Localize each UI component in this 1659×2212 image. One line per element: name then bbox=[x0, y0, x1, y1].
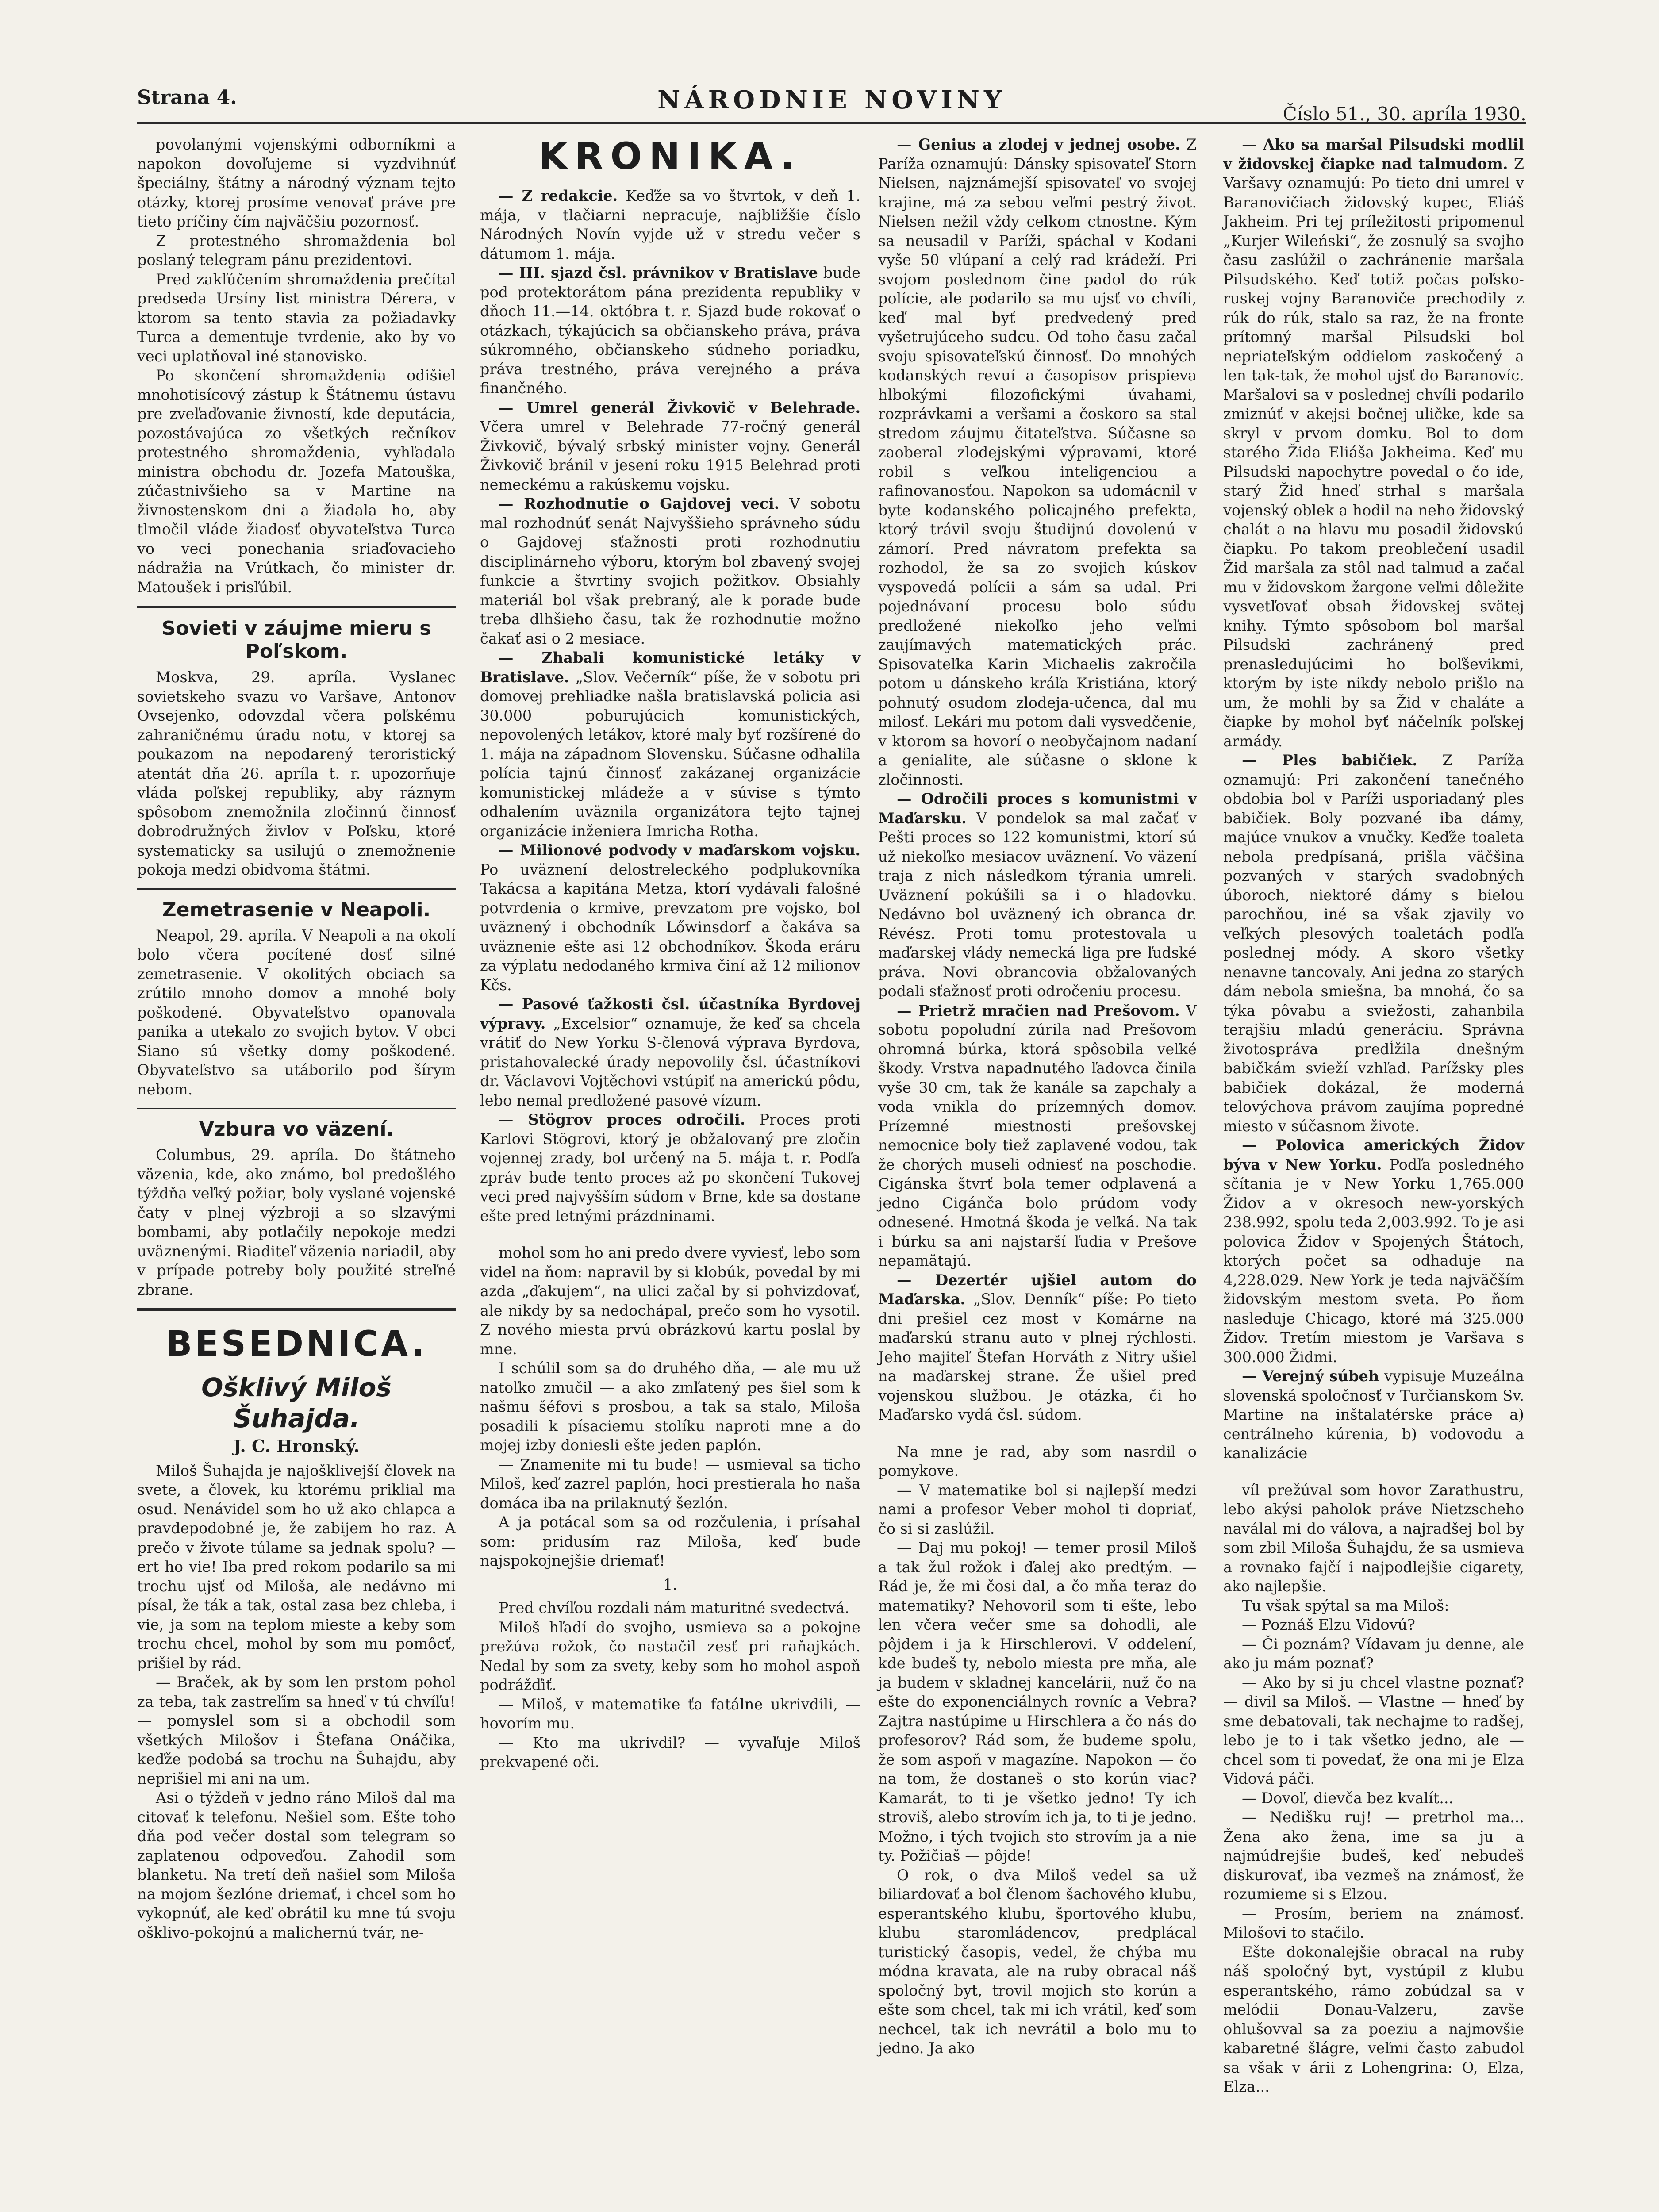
divider bbox=[137, 1108, 456, 1109]
column-1 bbox=[137, 135, 456, 1942]
story-paragraph: Miloš Šuhajda je najošklivejší človek na svete, a človek, ku ktorému priklial ma osud. Nenávidel som ho už ako chlapca a pravdepodobné je, že zabijem ho raz. A prečo v živote túlame sa jednak spolu? — ert ho vie! Iba pred rokom podarilo sa mi trochu ujsť od Miloša, ale nedávno mi písal, že ták a tak, ostal zasa bez chleba, i vie, ja som na teplom mieste a keby som trochu chcel, mohol by som mu pomôcť, prišiel by rád. bbox=[137, 1462, 456, 1672]
news-item bbox=[480, 1110, 860, 1225]
news-item bbox=[480, 263, 860, 398]
story-paragraph: — Miloš, v matematike ťa fatálne ukrivdili, — hovorím mu. bbox=[480, 1695, 860, 1732]
news-item-text: Keďže sa vo štvrtok, v deň 1. mája, v tlačiarni nepracuje, najbližšie číslo Národných Novín vyjde už v stredu večer s dátumom 1. mája. bbox=[480, 187, 860, 262]
news-item-headline: — Z redakcie. bbox=[499, 187, 618, 204]
story-paragraph: A ja potácal som sa od rozčulenia, i prísahal som: pridusím raz Miloša, keď bude najspokojnejšie driemať! bbox=[480, 1513, 860, 1569]
news-item-text: vypisuje Muzeálna slovenská spoločnosť v Turčianskom Sv. Martine na inštalatérske práce a) centrálneho kúrenia, b) vodovodu a kanalizácie bbox=[1223, 1367, 1524, 1462]
news-item bbox=[1223, 1367, 1524, 1463]
story-paragraph: — V matematike bol si najlepší medzi nami a profesor Veber mohol ti dopriať, čo si si zaslúžil. bbox=[878, 1481, 1197, 1537]
news-item-headline: — Pasové ťažkosti čsl. účastníka Byrdovej výpravy. bbox=[480, 995, 860, 1032]
story-author: J. C. Hronský. bbox=[233, 1436, 360, 1456]
page-number: Strana 4. bbox=[137, 86, 237, 109]
news-item bbox=[480, 648, 860, 841]
headline-vzbura: Vzbura vo väzení. bbox=[199, 1118, 394, 1141]
story-paragraph: I schúlil som sa do druhého dňa, — ale mu už natoľko zmučil — a ako zmľatený pes šiel som k našmu šéfovi s prosbou, a tak sa stalo, Miloša posadili k písaciemu stolíku naproti mne a do mojej izby doniesli ešte jeden paplón. bbox=[480, 1359, 860, 1454]
kronika-news-list bbox=[480, 186, 860, 1225]
news-item-headline: — Stögrov proces odročili. bbox=[499, 1111, 745, 1128]
news-item bbox=[1223, 135, 1524, 751]
story-paragraph: víl prežúval som hovor Zarathustru, lebo akýsi paholok práve Nietzscheho naválal mi do válova, a najradšej bol by som zbil Miloša Šuhajdu, že sa usmieva a rovnako fajčí i najpodlejšie cigarety, ako najlepšie. bbox=[1223, 1481, 1524, 1595]
news-item-text: V sobotu mal rozhodnúť senát Najvyššieho správneho súdu o Gajdovej sťažnosti proti rozhodnutiu disciplinárneho výboru, ktorým bol zbavený svojej funkcie a štvrtiny svojich požitkov. Obsiahly materiál bol však prebraný, ale k porade bude treba dlhšieho času, tak že rozhodnutie možno čakať asi o 2 mesiace. bbox=[480, 495, 860, 647]
news-item-headline: — Prietrž mračien nad Prešovom. bbox=[897, 1002, 1180, 1019]
news-item-headline: — III. sjazd čsl. právnikov v Bratislave bbox=[499, 264, 818, 281]
news-item-headline: — Polovica amerických Židov býva v New Yorku. bbox=[1223, 1137, 1524, 1173]
section-besednica-title: BESEDNICA. bbox=[166, 1324, 427, 1364]
news-item-headline: — Ako sa maršal Pilsudski modlil v židovskej čiapke nad talmudom. bbox=[1223, 136, 1524, 173]
story-paragraph: — Poznáš Elzu Vidovú? bbox=[1242, 1616, 1415, 1633]
story-paragraph: Tu však spýtal sa ma Miloš: bbox=[1242, 1597, 1449, 1614]
news-item bbox=[480, 494, 860, 648]
news-item-text: „Slov. Denník“ píše: Po tieto dni prešiel cez most v Komárne na maďarskú stranu auto v plnej rýchlosti. Jeho majiteľ Štefan Horváth z Nitry ušiel na maďarskej strane. Že ušiel pred vojenskou službou. Je otázka, či ho Maďarsko vydá čsl. súdom. bbox=[878, 1290, 1197, 1423]
headline-zemetrasenie: Zemetrasenie v Neapoli. bbox=[162, 898, 431, 921]
story-paragraph: — Dovoľ, dievča bez kvalít... bbox=[1242, 1789, 1454, 1807]
story-paragraph: — Ako by si ju chcel vlastne poznať? — divil sa Miloš. — Vlastne — hneď by sme debatovali, tak nechajme to radšej, lebo je to i tak všetko jedno, ale — chcel som ti povedať, že ona mi je Elza Vidová páči. bbox=[1223, 1674, 1524, 1787]
news-item-text: Podľa posledného sčítania je v New Yorku 1,765.000 Židov a v okresoch new-yorských 238.992, spolu teda 2,003.992. To je asi polovica Židov v Spojených Štátoch, ktorých počet sa odhaduje na 4,228.029. New York je teda najväčším židovským mestom sveta. Po ňom nasleduje Chicago, ktoré má 325.000 Židov. Tretím miestom je Varšava s 300.000 Židmi. bbox=[1223, 1156, 1524, 1366]
news-item-text: Z Paríža oznamujú: Pri zakončení tanečného obdobia bol v Paríži usporiadaný ples babičiek. Boly pozvané iba dámy, majúce vnukov a vnučky. Keďže toaleta nebola predpísaná, prišla väčšina pozvaných v starých svadobných úboroch, niektoré dámy s bielou parochňou, iné sa však zjavily vo veľkých plesových toaletách podľa poslednej módy. A skoro všetky nenavne tancovaly. Ani jedna zo starých dám nebola smiešna, ba mnohá, čo sa týka pôvabu a sviežosti, zahanbila terajšiu mladú generáciu. Správna životospráva predĺžila dnešným babičkám svieží vzhľad. Parížsky ples babičiek dokázal, že moderná telovýchova právom zaujíma popredné miesto v súčasnom živote. bbox=[1223, 752, 1524, 1135]
news-item-text: Z Paríža oznamujú: Dánsky spisovateľ Storn Nielsen, najznámejší spisovateľ vo svojej krajine, má za sebou veľmi pestrý život. Nielsen nežil vždy celkom ctnostne. Kým sa neusadil v Paríži, spáchal v Kodani vyše 50 vlúpaní a celý rad krádeží. Pri svojom poslednom čine padol do rúk polície, ale podarilo sa mu ujsť vo chvíli, keď mal byť predvedený pred vyšetrujúceho sudcu. Od toho času začal svoju spisovateľskú činnosť. Do mnohých kodanských revuí a časopisov prispieva hlbokými filozofickými úvahami, rozprávkami a veršami a čoskoro sa stal stredom záujmu čitateľstva. Súčasne sa zaoberal zlodejskými výpravami, ktoré robil s veľkou inteligenciou a rafinovanosťou. Napokon sa udomácnil v byte kodanského policajného prefekta, ktorý trávil svoju študijnú dovolenú v zámorí. Pred návratom prefekta sa rozhodol, že sa zo svojich kúskov vyspovedá polícii a sám sa udal. Pri pojednávaní procesu bolo súdu predložené niekoľko jeho veľmi zaujímavých matematických prác. Spisovateľka Karin Michaelis zakročila potom u dánskeho kráľa Kristiána, ktorý pohnutý osudom zlodeja-učenca, dal mu milosť. Lekári mu potom dali vysvedčenie, v ktorom sa hovorí o neobyčajnom nadaní a genialite, ale súčasne o sklone k zločinnosti. bbox=[878, 136, 1197, 788]
news-item-headline: — Zhabali komunistické letáky v Bratislave. bbox=[480, 649, 860, 686]
article-zemetrasenie: Neapol, 29. apríla. V Neapoli a na okolí bolo včera pocítené dosť silné zemetrasenie. V okolitých obciach sa zrútilo mnoho domov a mnohé boly poškodené. Obyvateľstvo opanovala panika a utekalo zo svojich bytov. V obci Siano sú všetky domy poškodené. Obyvateľstvo sa utáborilo pod šírym nebom. bbox=[137, 926, 456, 1098]
news-item-headline: — Umrel generál Živkovič v Belehrade. bbox=[499, 399, 860, 416]
page-header bbox=[137, 82, 1526, 124]
story-paragraph: — Daj mu pokoj! — temer prosil Miloš a tak žul rožok i ďalej ako predtým. — Rád je, že mi čosi dal, a čo mňa teraz do matematiky? Nehovoril som ti ešte, lebo len včera večer sme sa dohodli, ale pôjdem i ja k Hirschlerovi. V oddelení, kde budeš ty, nebolo miesta pre mňa, ale ja budem v skladnej kancelárii, nuž čo na ešte do exponenciálnych rovníc a Vebra? Zajtra nastúpime u Hirschlera a čo nás do profesorov? Rád som, že budeme spolu, že som aspoň v magazíne. Napokon — čo na tom, že dostaneš o sto korún viac? Kamarát, to ti je všetko jedno! Ty ich stroviš, alebo strovím ich ja, to ti je jedno. Možno, i tých tvojich sto strovím ja a nie ty. Požičiaš — pôjde! bbox=[878, 1539, 1197, 1864]
news-item bbox=[480, 995, 860, 1110]
article-vzbura: Columbus, 29. apríla. Do štátneho väzenia, kde, ako známo, bol predošlého týždňa veľký požiar, boly vyslané vojenské čaty v plnej výzbroji a so slzavými bombami, aby potlačily nepokoje medzi uväznenými. Riaditeľ väzenia nariadil, aby v prípade potreby boly použité streľné zbrane. bbox=[137, 1146, 456, 1298]
story-paragraph: mohol som ho ani predo dvere vyviesť, lebo som videl na ňom: napravil by si klobúk, povedal by mi azda „ďakujem“, na ulici začal by si pohvizdovať, ale nikdy by sa nedochápal, prečo som ho vysotil. Z nového miesta prvú obrázkovú kartu poslal by mne. bbox=[480, 1244, 860, 1358]
news-item-text: Včera umrel v Belehrade 77-ročný generál Živkovič, bývalý srbský minister vojny. Generál Živkovič bránil v jeseni roku 1915 Belehrad proti nemeckému a rakúskemu vojsku. bbox=[480, 418, 860, 493]
news-list-col4 bbox=[1223, 135, 1524, 1463]
news-item-text: „Slov. Večerník“ píše, že v sobotu pri domovej prehliadke našla bratislavská policia asi 30.000 poburujúcich komunistických, nepovolených letákov, ktoré maly byť rozšírené do 1. mája na západnom Slovensku. Súčasne odhalila polícia tajnú činnosť zakázanej organizácie komunistickej mládeže a v súvise s týmto odhalením uväznila organizátora tejto tajnej organizácie inženiera Imricha Rotha. bbox=[480, 668, 860, 840]
news-item bbox=[1223, 751, 1524, 1136]
story-paragraph: Ešte dokonalejšie obracal na ruby náš spoločný byt, vystúpil z klubu esperantského, rámo zobúdzal sa v melódii Donau-Valzeru, zavše ohlušovval sa za poeziu a najmovšie kabaretné šlágre, veľmi často zabudol sa však v árii z Lohengrina: O, Elza, Elza... bbox=[1223, 1943, 1524, 2095]
story-title: Ošklivý Miloš Šuhajda. bbox=[201, 1372, 392, 1433]
news-item-text: Proces proti Karlovi Stögrovi, ktorý je obžalovaný pre zločin vojennej zrady, bol určený na 5. mája t. r. Podľa zpráv bude tento proces až po skončení Tukovej veci pred najvyšším súdom v Brne, kde sa dostane ešte pred letnými prázdninami. bbox=[480, 1111, 860, 1225]
news-item bbox=[878, 1271, 1197, 1425]
section-kronika-title: KRONIKA. bbox=[538, 134, 802, 178]
story-paragraph: — Prosím, beriem na známosť. Milošovi to stačilo. bbox=[1223, 1905, 1524, 1941]
news-item bbox=[878, 1001, 1197, 1271]
chapter-number: 1. bbox=[663, 1575, 677, 1593]
column-4 bbox=[1223, 135, 1524, 2097]
news-item-text: V sobotu popoludní zúrila nad Prešovom ohromná búrka, ktorá spôsobila veľké škody. Vrstva napadnutého ľadovca činila vyše 30 cm, tak že kanále sa zapchaly a voda vnikla do prízemných domov. Prízemné miestnosti prešovskej nemocnice boly tiež zaplavené vodou, tak že chorých museli odniesť na poschodie. Cigánska štvrť bola temer odplavená a jedno Cigánča bolo prúdom vody odnesené. Hmotná škoda je veľká. Na tak i búrku sa ani najstarší ľudia v Prešove nepamätajú. bbox=[878, 1002, 1197, 1269]
story-paragraph: — Kto ma ukrivdil? — vyvaľuje Miloš prekvapené oči. bbox=[480, 1734, 860, 1770]
story-paragraph: O rok, o dva Miloš vedel sa už biliardovať a bol členom šachového klubu, esperantského klubu, športového klubu, klubu staromládencov, predplácal turistický časopis, vedel, že chýba mu módna kravata, ale na ruby obracal náš spoločný byt, trovil mojich sto korún a ešte som chcel, tak mi ich vrátil, keď som nechcel, tak ich nevrátil a bolo mu to jedno. Ja ako bbox=[878, 1866, 1197, 2057]
divider bbox=[137, 1308, 456, 1311]
news-item-headline: — Verejný súbeh bbox=[1242, 1367, 1379, 1385]
divider bbox=[137, 888, 456, 890]
headline-soviety: Sovieti v záujme mieru s Poľskom. bbox=[161, 617, 431, 663]
news-item-headline: — Ples babičiek. bbox=[1242, 752, 1417, 769]
column-3 bbox=[878, 135, 1197, 2058]
news-item bbox=[878, 135, 1197, 789]
news-item-headline: — Rozhodnutie o Gajdovej veci. bbox=[499, 495, 780, 512]
divider bbox=[137, 606, 456, 608]
article-soviety: Moskva, 29. apríla. Vyslanec sovietskeho svazu vo Varšave, Antonov Ovsejenko, odovzdal včera poľskému zahraničnému úradu notu, v ktorej sa poukazom na nepodarený teroristický atentát dňa 26. apríla t. r. upozorňuje vláda poľskej republiky, aby ráznym spôsobom znemožnila zločinnú činnosť dobrodružných živlov v Poľsku, ktoré systematicky sa usilujú o znemožnenie pokoja medzi obidvoma štátmi. bbox=[137, 668, 456, 878]
article-continuation: Pred zakľúčením shromaždenia prečítal predseda Ursíny list ministra Dérera, v ktorom sa tento stavia za požiadavky Turca a dementuje tvrdenie, ako by vo veci uplatňoval iné stanovisko. bbox=[137, 270, 456, 365]
issue-date: Číslo 51., 30. apríla 1930. bbox=[1283, 103, 1526, 125]
news-item bbox=[480, 186, 860, 263]
news-item bbox=[878, 789, 1197, 1001]
story-paragraph: — Braček, ak by som len prstom pohol za teba, tak zastreľím sa hneď v tú chvíľu! — pomyslel som si a obchodil som všetkých Milošov i Štefana Onáčika, keďže podobá sa trochu na Šuhajdu, aby neprišiel mi ani na um. bbox=[137, 1674, 456, 1787]
news-item-text: V pondelok sa mal začať v Pešti proces so 122 komunistmi, ktorí sú už niekoľko mesiacov uväznení. Vo väzení traja z nich následkom týrania umreli. Uväznení pokúšili sa i o hladovku. Nedávno bol uväznený ich obranca dr. Révész. Proti tomu protestovala u maďarskej vlády nemecká liga pre ľudské práva. Novi obrancovia obžalovaných podali sťažnosť proti odročeniu procesu. bbox=[878, 809, 1197, 1000]
news-item-headline: — Milionové podvody v maďarskom vojsku. bbox=[499, 841, 860, 859]
news-item bbox=[480, 398, 860, 495]
story-paragraph: — Či poznám? Vídavam ju denne, ale ako ju mám poznať? bbox=[1223, 1635, 1524, 1672]
column-2 bbox=[480, 135, 860, 1772]
news-list-col3 bbox=[878, 135, 1197, 1425]
article-continuation: Po skončení shromaždenia odišiel mnohotisícový zástup k Štátnemu ústavu pre zveľaďovanie živností, kde deputácia, pozostávajúca zo všetkých rečníkov protestného shromaždenia, vyhľadala ministra obchodu dr. Jozefa Matouška, zúčastnivšieho sa v Martine na živnostenskom dni a žiadala ho, aby tlmočil vláde žiadosť obyvateľstva Turca vo veci ponechania sriaďovacieho nádražia na Vrútkach, čo minister dr. Matoušek i prisľúbil. bbox=[137, 367, 456, 596]
news-item-text: Z Varšavy oznamujú: Po tieto dni umrel v Baranovičiach židovský kupec, Eliáš Jakheim. Pri tej príležitosti pripomenul „Kurjer Wileński“, že zosnulý sa svojho času zaslúžil o zachránenie maršala Pilsudského. Keď totiž počas poľsko-ruskej vojny Baranoviče prechodily z rúk do rúk, stalo sa raz, že na fronte prítomný maršal Pilsudski bol nepriateľským oddielom zaskočený a len tak-tak, že mohol ujsť do Baranovíc. Maršalovi sa v poslednej chvíli podarilo zmiznúť v akejsi bočnej uličke, kde sa skryl v prvom domku. Bol to dom starého Žida Eliáša Jakheima. Keď mu Pilsudski napochytre povedal o čo ide, starý Žid hneď strhal s maršala vojenský oblek a hodil na neho židovský chalát a na hlavu mu posadil židovskú čiapku. Po takom preoblečení usadil Žid maršala za stôl nad talmud a začal mu v židovskom žargone veľmi dôležite vysvetľovať obsah židovskej svätej knihy. Týmto spôsobom bol maršal Pilsudski zachránený pred prenasledujúcimi ho boľševikmi, ktorým by iste nikdy nebolo prišlo na um, že mohli by sa Žid v chaláte a čiapke by mohol byť náčelník poľskej armády. bbox=[1223, 155, 1524, 750]
news-item-text: bude pod protektorátom pána prezidenta republiky v dňoch 11.—14. októbra t. r. Sjazd bude rokovať o otázkach, týkajúcich sa občianskeho práva, práva súkromného, občianskeho súdneho poriadku, práva trestného, práva verejného a práva finančného. bbox=[480, 264, 860, 397]
story-paragraph: Pred chvíľou rozdali nám maturitné svedectvá. bbox=[499, 1599, 849, 1617]
story-paragraph: — Nedišku ruj! — pretrhol ma... Žena ako žena, ime sa ju a najmúdrejšie budeš, keď nebudeš diskurovať, iba vezmeš na známosť, že rozumieme si s Elzou. bbox=[1223, 1809, 1524, 1903]
news-item-headline: — Dezertér ujšiel autom do Maďarska. bbox=[878, 1271, 1197, 1308]
story-paragraph: — Znamenite mi tu bude! — usmieval sa ticho Miloš, keď zazrel paplón, hoci prestierala ho naša domáca iba na prilaknutý šezlón. bbox=[480, 1455, 860, 1512]
story-paragraph: Asi o týždeň v jedno ráno Miloš dal ma citovať k telefonu. Nešiel som. Ešte toho dňa pod večer dostal som telegram so zaplatenou odpoveďou. Zahodil som blanketu. Na tretí deň našiel som Miloša na mojom šezlóne driemať, i chcel som ho vykopnúť, ale keď obrátil ku mne tú svoju ošklivo-pokojnú a malichernú tvár, ne- bbox=[137, 1789, 456, 1941]
news-item bbox=[480, 841, 860, 995]
article-continuation: Z protestného shromaždenia bol poslaný telegram pánu prezidentovi. bbox=[137, 232, 456, 269]
newspaper-title: NÁRODNIE NOVINY bbox=[657, 85, 1006, 115]
news-item-text: Po uväznení delostreleckého podplukovníka Takácsa a kapitána Metza, ktorí vydávali falošné potvrdenia o krmive, prevzatom pre vojsko, bol uväznený i obchodník Lőwinsdorf a čakáva sa uväznenie ešte asi 12 obchodníkov. Škoda eráru za výplatu nedodaného krmiva činí až 12 milionov Kčs. bbox=[480, 860, 860, 994]
news-item-headline: — Genius a zlodej v jednej osobe. bbox=[897, 136, 1180, 153]
article-continuation: povolanými vojenskými odborníkmi a napokon dovoľujeme si vyzdvihnúť špeciálny, štátny a národný význam tejto otázky, ktorej prosíme venovať práve pre tieto príčiny čím najväčšiu pozornosť. bbox=[137, 136, 456, 230]
story-paragraph: Miloš hľadí do svojho, usmieva sa a pokojne prežúva rožok, čo nastačil zesť pri raňajkách. Nedal by som za svety, keby som ho mohol aspoň podrážďiť. bbox=[480, 1618, 860, 1694]
news-item-text: „Excelsior“ oznamuje, že keď sa chcela vrátiť do New Yorku S-členová výprava Byrdova, pristahovalecké úrady nepovolily čsl. účastníkovi dr. Václavovi Vojtěchovi vstúpiť na americkú pôdu, lebo nemal predložené pasové vízum. bbox=[480, 1014, 860, 1109]
news-item-headline: — Odročili proces s komunistmi v Maďarsku. bbox=[878, 790, 1197, 827]
news-item bbox=[1223, 1136, 1524, 1367]
story-paragraph: Na mne je rad, aby som nasrdil o pomykove. bbox=[878, 1443, 1197, 1479]
